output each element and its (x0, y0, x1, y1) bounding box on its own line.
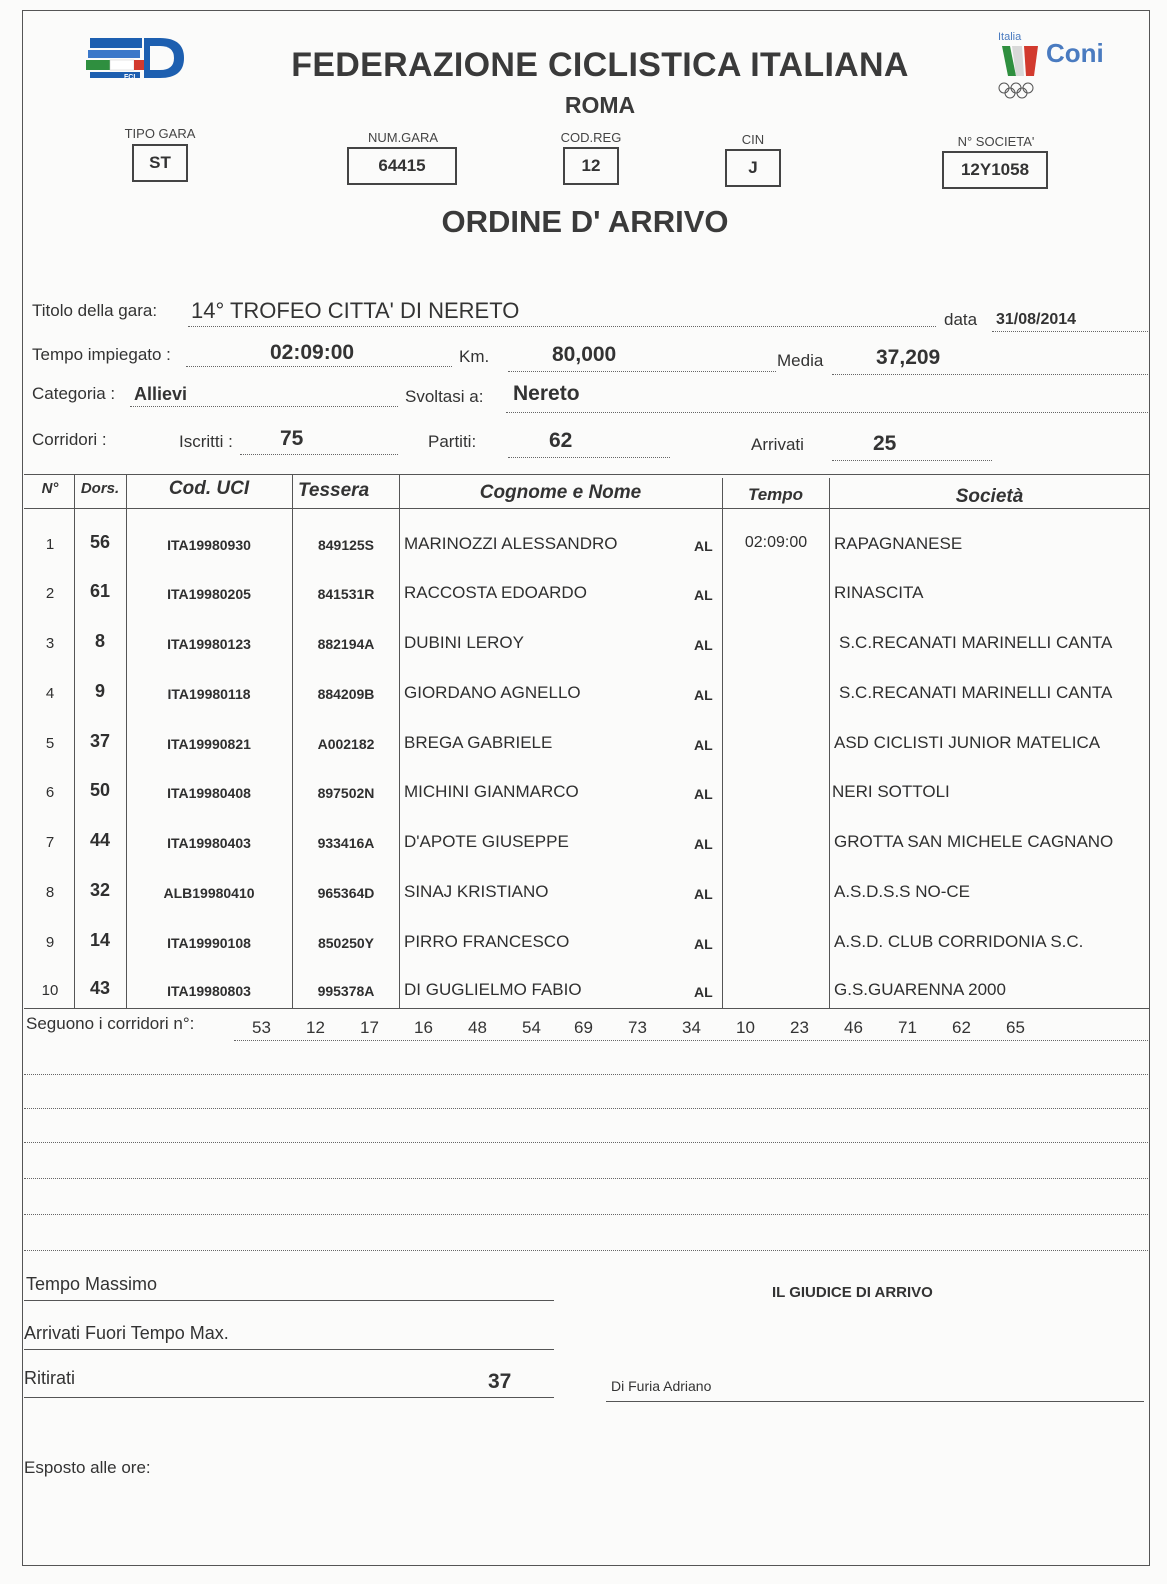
cell-pos: 10 (41, 982, 59, 999)
following-number: 17 (360, 1018, 379, 1037)
cell-society: S.C.RECANATI MARINELLI CANTA (839, 683, 1113, 702)
cell-name: RACCOSTA EDOARDO (404, 583, 587, 602)
cell-name: MARINOZZI ALESSANDRO (404, 534, 618, 553)
time-label: Tempo impiegato : (32, 345, 171, 364)
cell-society: A.S.D. CLUB CORRIDONIA S.C. (834, 932, 1084, 951)
enrolled-dotline (240, 454, 398, 455)
posted-time-label: Esposto alle ore: (24, 1458, 151, 1477)
cod-reg-label: COD.REG (560, 130, 622, 145)
following-number: 48 (468, 1018, 487, 1037)
ordine-arrivo-title: ORDINE D' ARRIVO (441, 204, 729, 239)
cell-society: RAPAGNANESE (834, 534, 963, 553)
cell-uci: ITA19990821 (167, 736, 251, 752)
retired-label: Ritirati (24, 1368, 76, 1388)
cell-dors: 37 (89, 731, 111, 751)
cell-name: MICHINI GIANMARCO (404, 782, 579, 801)
header-time: Tempo (747, 485, 804, 504)
judge-name: Di Furia Adriano (611, 1378, 712, 1394)
cell-cat: AL (694, 538, 713, 554)
federation-title: FEDERAZIONE CICLISTICA ITALIANA (291, 46, 909, 84)
header-name: Cognome e Nome (479, 482, 642, 503)
cell-cat: AL (694, 936, 713, 952)
km-value: 80,000 (552, 343, 617, 366)
cell-cat: AL (694, 587, 713, 603)
cell-uci: ITA19980408 (167, 785, 251, 801)
societa-label: N° SOCIETA' (957, 134, 1035, 149)
cell-cat: AL (694, 984, 713, 1000)
table-row (26, 764, 1150, 814)
out-of-time-label: Arrivati Fuori Tempo Max. (24, 1323, 229, 1343)
cell-society: RINASCITA (834, 583, 924, 602)
avg-value: 37,209 (876, 346, 941, 369)
cell-dors: 50 (89, 780, 111, 800)
cell-dors: 44 (89, 830, 111, 850)
tipo-gara-box: ST (132, 144, 188, 182)
date-value: 31/08/2014 (996, 311, 1077, 328)
cell-name: PIRRO FRANCESCO (404, 932, 570, 951)
started-dotline (508, 457, 670, 458)
cell-tessera: 849125S (317, 537, 375, 553)
cell-name: DI GUGLIELMO FABIO (404, 980, 582, 999)
cell-pos: 2 (45, 585, 55, 602)
arrived-dotline (832, 460, 992, 461)
city-label: ROMA (564, 92, 636, 118)
cell-pos: 3 (45, 635, 55, 652)
avg-dotline (832, 374, 1148, 375)
table-row (26, 962, 1150, 1012)
blank-dotline (24, 1074, 1148, 1075)
cell-pos: 6 (45, 784, 55, 801)
cell-pos: 8 (45, 884, 55, 901)
table-row (26, 665, 1150, 715)
judge-signature-line (606, 1401, 1144, 1402)
avg-label: Media (777, 351, 824, 370)
cell-dors: 9 (94, 681, 105, 701)
blank-dotline (24, 1108, 1148, 1109)
judge-label: IL GIUDICE DI ARRIVO (772, 1284, 933, 1301)
category-label: Categoria : (32, 384, 116, 403)
cell-society: GROTTA SAN MICHELE CAGNANO (834, 832, 1114, 851)
max-time-label: Tempo Massimo (26, 1274, 158, 1294)
title-dotline (188, 326, 936, 327)
cell-time: 02:09:00 (744, 534, 808, 551)
tipo-gara-label: TIPO GARA (124, 126, 196, 141)
blank-dotline (24, 1214, 1148, 1215)
cell-tessera: 882194A (317, 636, 375, 652)
table-row (26, 914, 1150, 964)
following-number: 73 (628, 1018, 647, 1037)
cin-label: CIN (741, 132, 765, 147)
riders-label: Corridori : (32, 430, 107, 449)
cell-cat: AL (694, 687, 713, 703)
cell-uci: ITA19980930 (167, 537, 251, 553)
date-dotline (992, 331, 1148, 332)
svg-text:FCI: FCI (124, 74, 136, 81)
cell-name: DUBINI LEROY (404, 633, 524, 652)
cell-uci: ITA19980403 (167, 835, 251, 851)
cell-cat: AL (694, 637, 713, 653)
cell-tessera: A002182 (317, 736, 375, 752)
cell-dors: 56 (89, 532, 111, 552)
svg-text:Italia: Italia (998, 31, 1022, 43)
date-label: data (944, 310, 978, 329)
cod-reg-box: 12 (563, 147, 619, 185)
retired-value: 37 (488, 1370, 512, 1393)
enrolled-label: Iscritti : (179, 432, 233, 451)
km-dotline (508, 371, 776, 372)
cell-uci: ITA19990108 (167, 935, 251, 951)
following-number: 54 (522, 1018, 541, 1037)
cin-box: J (725, 149, 781, 187)
cell-society: ASD CICLISTI JUNIOR MATELICA (834, 733, 1101, 752)
following-number: 10 (736, 1018, 755, 1037)
cell-uci: ITA19980205 (167, 586, 251, 602)
following-numbers (236, 1018, 1136, 1042)
table-row (26, 715, 1150, 765)
cell-society: A.S.D.S.S NO-CE (834, 882, 971, 901)
cell-tessera: 995378A (317, 983, 375, 999)
following-label: Seguono i corridori n°: (26, 1014, 195, 1033)
cell-society: G.S.GUARENNA 2000 (834, 980, 1006, 999)
cell-tessera: 850250Y (317, 935, 375, 951)
cell-pos: 4 (45, 685, 55, 702)
table-row (26, 864, 1150, 914)
started-value: 62 (549, 429, 573, 452)
race-title-value: 14° TROFEO CITTA' DI NERETO (191, 298, 520, 323)
following-number: 34 (682, 1018, 701, 1037)
place-dotline (506, 412, 1148, 413)
table-row (26, 565, 1150, 615)
cell-tessera: 884209B (317, 686, 375, 702)
cell-uci: ITA19980123 (167, 636, 251, 652)
time-dotline (186, 366, 452, 367)
time-value: 02:09:00 (270, 341, 355, 364)
table-row (26, 814, 1150, 864)
place-value: Nereto (513, 382, 580, 405)
cell-tessera: 841531R (317, 586, 375, 602)
cell-name: SINAJ KRISTIANO (404, 882, 549, 901)
header-uci: Cod. UCI (168, 478, 250, 499)
retired-line (24, 1397, 554, 1398)
following-number: 65 (1006, 1018, 1025, 1037)
following-number: 23 (790, 1018, 809, 1037)
max-time-line (24, 1300, 554, 1301)
num-gara-box: 64415 (347, 147, 457, 185)
cell-name: GIORDANO AGNELLO (404, 683, 581, 702)
following-number: 62 (952, 1018, 971, 1037)
cell-pos: 9 (45, 934, 55, 951)
enrolled-value: 75 (280, 427, 304, 450)
cell-tessera: 965364D (317, 885, 375, 901)
arrived-value: 25 (873, 432, 897, 455)
blank-dotline (24, 1250, 1148, 1251)
cell-dors: 14 (89, 930, 111, 950)
cell-dors: 43 (89, 978, 111, 998)
societa-box: 12Y1058 (942, 151, 1048, 189)
cell-dors: 32 (89, 880, 111, 900)
svg-text:Coni: Coni (1046, 38, 1104, 68)
row-separator (24, 1008, 1150, 1009)
cell-tessera: 933416A (317, 835, 375, 851)
header-tessera: Tessera (298, 480, 370, 501)
table-row (26, 516, 1150, 566)
category-value: Allievi (134, 384, 188, 404)
cell-pos: 5 (45, 735, 55, 752)
table-row (26, 615, 1150, 665)
cell-cat: AL (694, 886, 713, 902)
following-number: 53 (252, 1018, 271, 1037)
cell-uci: ALB19980410 (163, 885, 255, 901)
place-label: Svoltasi a: (405, 387, 484, 406)
cell-cat: AL (694, 786, 713, 802)
following-number: 16 (414, 1018, 433, 1037)
category-dotline (130, 406, 398, 407)
cell-cat: AL (694, 836, 713, 852)
cell-society: S.C.RECANATI MARINELLI CANTA (839, 633, 1113, 652)
table-top-line (24, 474, 1150, 475)
cell-dors: 61 (89, 581, 111, 601)
title-label: Titolo della gara: (32, 301, 158, 320)
out-of-time-line (24, 1349, 554, 1350)
started-label: Partiti: (428, 432, 477, 451)
cell-society: NERI SOTTOLI (832, 782, 950, 801)
cell-pos: 1 (45, 536, 55, 553)
cell-name: D'APOTE GIUSEPPE (404, 832, 569, 851)
blank-dotline (24, 1178, 1148, 1179)
cell-uci: ITA19980803 (167, 983, 251, 999)
km-label: Km. (459, 347, 490, 366)
header-society: Società (955, 486, 1024, 507)
header-dors: Dors. (80, 480, 120, 497)
header-pos: N° (41, 480, 59, 497)
following-number: 71 (898, 1018, 917, 1037)
table-header-line (24, 508, 1150, 509)
blank-dotline (24, 1142, 1148, 1143)
num-gara-label: NUM.GARA (367, 130, 439, 145)
arrived-label: Arrivati (751, 435, 804, 454)
cell-name: BREGA GABRIELE (404, 733, 553, 752)
cell-pos: 7 (45, 834, 55, 851)
cell-uci: ITA19980118 (167, 686, 251, 702)
cell-cat: AL (694, 737, 713, 753)
cell-tessera: 897502N (317, 785, 375, 801)
following-number: 12 (306, 1018, 325, 1037)
following-number: 69 (574, 1018, 593, 1037)
following-number: 46 (844, 1018, 863, 1037)
cell-dors: 8 (94, 631, 105, 651)
